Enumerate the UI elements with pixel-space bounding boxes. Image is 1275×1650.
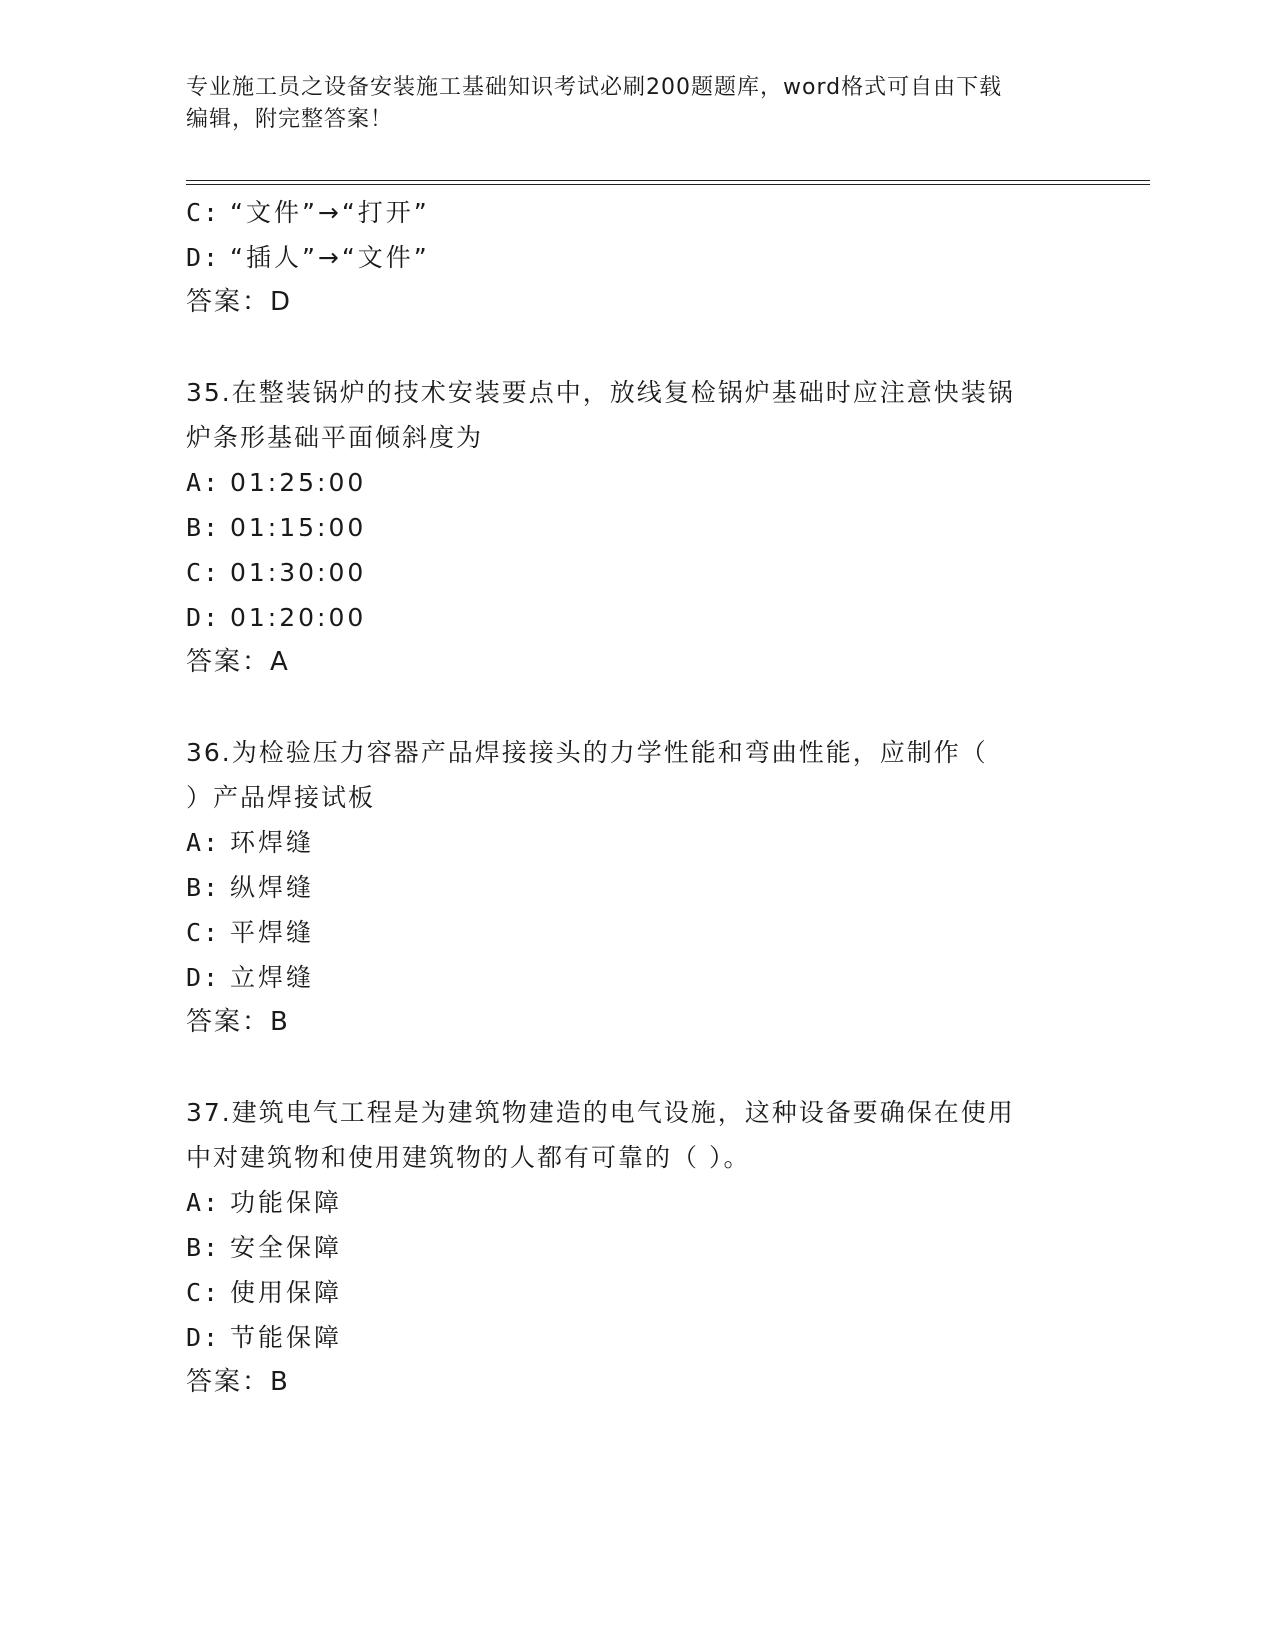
option-d (186, 235, 1086, 280)
answer-line (186, 1360, 1086, 1405)
option-a (186, 820, 1086, 865)
option-text: 纵焊缝 (230, 873, 315, 902)
option-key: A: (186, 1188, 221, 1217)
option-text: 平焊缝 (230, 918, 315, 947)
header-divider-top (186, 180, 1150, 181)
option-key: B: (186, 513, 221, 542)
question-text-line1: 37.建筑电气工程是为建筑物建造的电气设施，这种设备要确保在使用 (186, 1098, 1015, 1127)
header-title-line2: 编辑，附完整答案！ (186, 107, 394, 132)
answer-value: A (270, 647, 290, 677)
answer-label: 答案： (186, 287, 271, 317)
option-b (186, 1225, 1086, 1270)
option-d (186, 1315, 1086, 1360)
option-c (186, 910, 1086, 955)
option-key: D: (186, 963, 221, 992)
answer-value: D (270, 287, 293, 317)
answer-value: B (270, 1367, 290, 1397)
header-title-line1: 专业施工员之设备安装施工基础知识考试必刷200题题库，word格式可自由下载 (186, 75, 1003, 100)
option-key: D: (186, 1323, 221, 1352)
question-35 (186, 370, 1086, 685)
option-c (186, 550, 1086, 595)
option-key: B: (186, 1233, 221, 1262)
option-b (186, 505, 1086, 550)
option-key: A: (186, 468, 221, 497)
option-text: 01:25:00 (230, 468, 367, 497)
option-a (186, 460, 1086, 505)
answer-line (186, 1000, 1086, 1045)
option-key: D: (186, 243, 221, 272)
header-divider-bottom (186, 184, 1150, 185)
question-text-line1: 36.为检验压力容器产品焊接接头的力学性能和弯曲性能，应制作（ (186, 738, 988, 767)
question-36 (186, 730, 1086, 1045)
option-c (186, 1270, 1086, 1315)
option-a (186, 1180, 1086, 1225)
option-key: C: (186, 558, 221, 587)
answer-label: 答案： (186, 1367, 271, 1397)
option-text: 01:30:00 (230, 558, 367, 587)
option-text: 节能保障 (230, 1323, 343, 1352)
option-text: 01:20:00 (230, 603, 367, 632)
option-text: 环焊缝 (230, 828, 315, 857)
option-key: D: (186, 603, 221, 632)
option-text: 使用保障 (230, 1278, 343, 1307)
option-key: A: (186, 828, 221, 857)
question-text-line2: ）产品焊接试板 (186, 783, 376, 812)
option-key: C: (186, 198, 221, 227)
answer-line (186, 280, 1086, 325)
option-d (186, 955, 1086, 1000)
option-b (186, 865, 1086, 910)
question-text-line2: 中对建筑物和使用建筑物的人都有可靠的（ ）。 (186, 1143, 751, 1172)
answer-line (186, 640, 1086, 685)
answer-label: 答案： (186, 1007, 271, 1037)
document-header (186, 72, 1086, 136)
option-text: 安全保障 (230, 1233, 343, 1262)
document-body (186, 190, 1086, 1405)
option-text: 功能保障 (230, 1188, 343, 1217)
option-text: 立焊缝 (230, 963, 315, 992)
option-key: B: (186, 873, 221, 902)
option-text: 01:15:00 (230, 513, 367, 542)
answer-value: B (270, 1007, 290, 1037)
option-key: C: (186, 918, 221, 947)
prev-question-block (186, 190, 1086, 325)
question-37 (186, 1090, 1086, 1405)
option-c (186, 190, 1086, 235)
option-d (186, 595, 1086, 640)
answer-label: 答案： (186, 647, 271, 677)
option-text: “文件”→“打开” (230, 198, 430, 227)
question-text-line2: 炉条形基础平面倾斜度为 (186, 423, 484, 452)
option-text: “插人”→“文件” (230, 243, 430, 272)
question-text-line1: 35.在整装锅炉的技术安装要点中，放线复检锅炉基础时应注意快装锅 (186, 378, 1015, 407)
option-key: C: (186, 1278, 221, 1307)
